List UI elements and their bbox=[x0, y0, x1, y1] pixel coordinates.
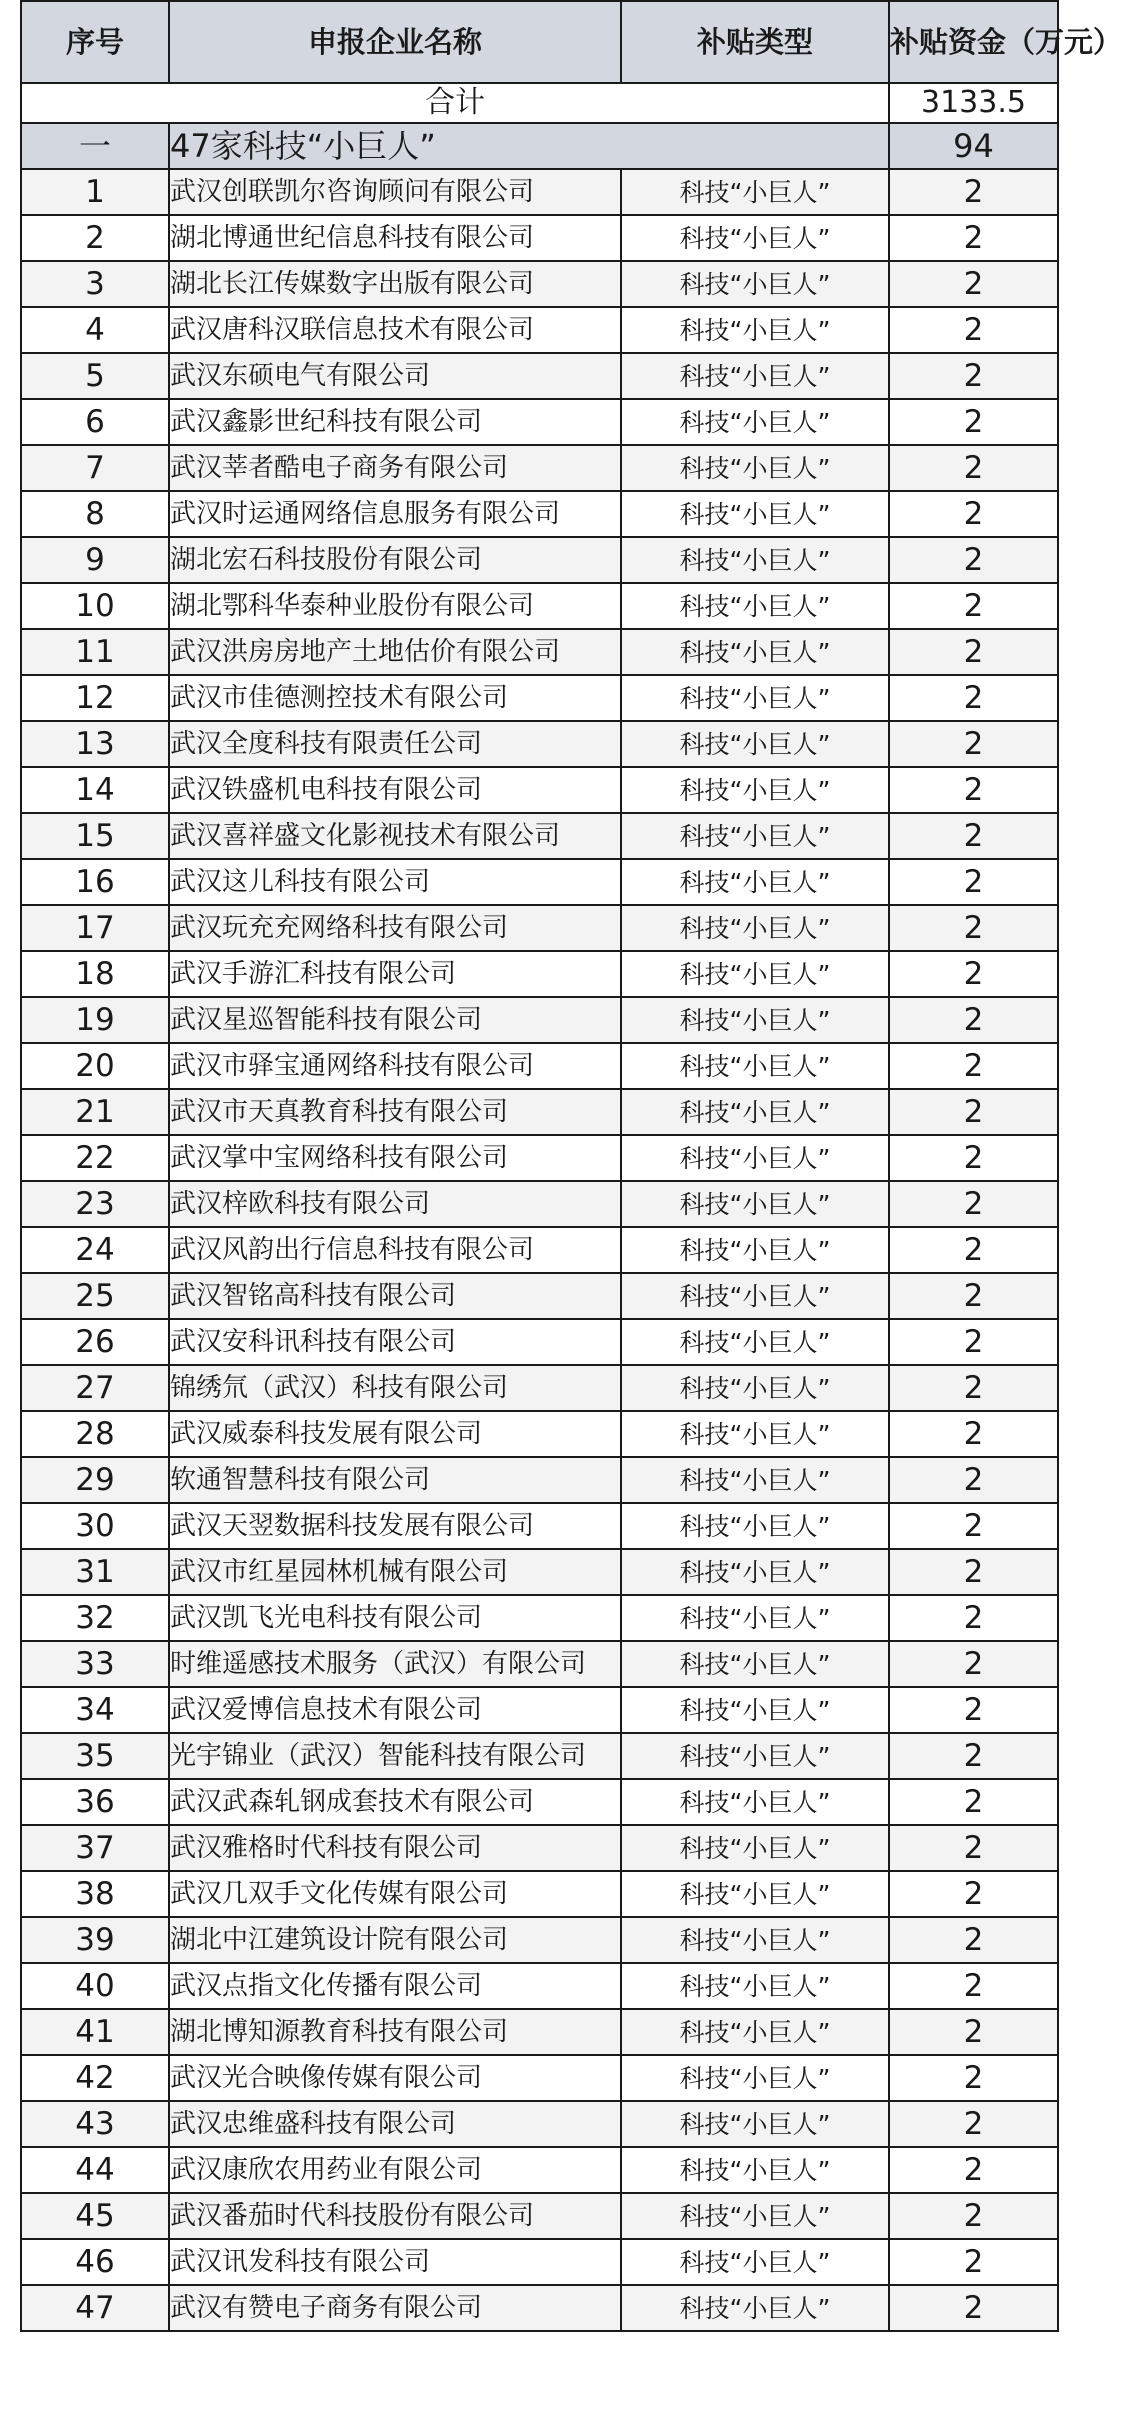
table-row bbox=[21, 1273, 1058, 1319]
row-company-name: 武汉市驿宝通网络科技有限公司 bbox=[169, 1043, 621, 1089]
table-row bbox=[21, 675, 1058, 721]
table-row bbox=[21, 997, 1058, 1043]
row-seq: 28 bbox=[21, 1411, 169, 1457]
table-row bbox=[21, 2101, 1058, 2147]
table-row bbox=[21, 261, 1058, 307]
header-seq: 序号 bbox=[21, 1, 169, 83]
table-row bbox=[21, 905, 1058, 951]
row-seq: 3 bbox=[21, 261, 169, 307]
table-row bbox=[21, 491, 1058, 537]
row-seq: 13 bbox=[21, 721, 169, 767]
row-subsidy-type: 科技“小巨人” bbox=[621, 2009, 889, 2055]
row-subsidy-fund: 2 bbox=[889, 1503, 1058, 1549]
row-subsidy-type: 科技“小巨人” bbox=[621, 399, 889, 445]
row-company-name: 武汉雅格时代科技有限公司 bbox=[169, 1825, 621, 1871]
table-row bbox=[21, 1365, 1058, 1411]
row-subsidy-type: 科技“小巨人” bbox=[621, 1411, 889, 1457]
row-subsidy-fund: 2 bbox=[889, 2239, 1058, 2285]
row-company-name: 武汉星巡智能科技有限公司 bbox=[169, 997, 621, 1043]
table-row bbox=[21, 169, 1058, 215]
row-company-name: 湖北中江建筑设计院有限公司 bbox=[169, 1917, 621, 1963]
table-row bbox=[21, 767, 1058, 813]
row-seq: 14 bbox=[21, 767, 169, 813]
row-seq: 37 bbox=[21, 1825, 169, 1871]
row-subsidy-fund: 2 bbox=[889, 1089, 1058, 1135]
row-subsidy-type: 科技“小巨人” bbox=[621, 353, 889, 399]
table-row bbox=[21, 1181, 1058, 1227]
row-subsidy-type: 科技“小巨人” bbox=[621, 1043, 889, 1089]
table-row bbox=[21, 1917, 1058, 1963]
row-seq: 6 bbox=[21, 399, 169, 445]
row-subsidy-type: 科技“小巨人” bbox=[621, 169, 889, 215]
row-seq: 26 bbox=[21, 1319, 169, 1365]
row-seq: 8 bbox=[21, 491, 169, 537]
row-seq: 41 bbox=[21, 2009, 169, 2055]
table-row bbox=[21, 2055, 1058, 2101]
row-subsidy-fund: 2 bbox=[889, 537, 1058, 583]
table-row bbox=[21, 1411, 1058, 1457]
row-seq: 25 bbox=[21, 1273, 169, 1319]
row-company-name: 武汉市红星园林机械有限公司 bbox=[169, 1549, 621, 1595]
row-company-name: 武汉威泰科技发展有限公司 bbox=[169, 1411, 621, 1457]
row-subsidy-fund: 2 bbox=[889, 307, 1058, 353]
row-subsidy-type: 科技“小巨人” bbox=[621, 1549, 889, 1595]
table-row bbox=[21, 951, 1058, 997]
row-company-name: 武汉手游汇科技有限公司 bbox=[169, 951, 621, 997]
row-company-name: 武汉安科讯科技有限公司 bbox=[169, 1319, 621, 1365]
row-seq: 33 bbox=[21, 1641, 169, 1687]
row-subsidy-fund: 2 bbox=[889, 399, 1058, 445]
row-seq: 47 bbox=[21, 2285, 169, 2331]
row-company-name: 武汉市天真教育科技有限公司 bbox=[169, 1089, 621, 1135]
row-subsidy-fund: 2 bbox=[889, 1227, 1058, 1273]
table-row bbox=[21, 1779, 1058, 1825]
row-subsidy-fund: 2 bbox=[889, 1411, 1058, 1457]
row-subsidy-fund: 2 bbox=[889, 261, 1058, 307]
row-subsidy-type: 科技“小巨人” bbox=[621, 537, 889, 583]
row-subsidy-fund: 2 bbox=[889, 2055, 1058, 2101]
row-seq: 11 bbox=[21, 629, 169, 675]
row-subsidy-type: 科技“小巨人” bbox=[621, 1641, 889, 1687]
row-seq: 42 bbox=[21, 2055, 169, 2101]
row-seq: 2 bbox=[21, 215, 169, 261]
row-subsidy-fund: 2 bbox=[889, 675, 1058, 721]
row-subsidy-type: 科技“小巨人” bbox=[621, 1871, 889, 1917]
row-subsidy-type: 科技“小巨人” bbox=[621, 2239, 889, 2285]
row-company-name: 时维遥感技术服务（武汉）有限公司 bbox=[169, 1641, 621, 1687]
row-subsidy-fund: 2 bbox=[889, 445, 1058, 491]
row-subsidy-type: 科技“小巨人” bbox=[621, 997, 889, 1043]
row-seq: 29 bbox=[21, 1457, 169, 1503]
row-company-name: 锦绣氘（武汉）科技有限公司 bbox=[169, 1365, 621, 1411]
row-subsidy-fund: 2 bbox=[889, 1917, 1058, 1963]
row-subsidy-fund: 2 bbox=[889, 1733, 1058, 1779]
row-subsidy-type: 科技“小巨人” bbox=[621, 905, 889, 951]
row-subsidy-type: 科技“小巨人” bbox=[621, 1135, 889, 1181]
row-seq: 22 bbox=[21, 1135, 169, 1181]
row-subsidy-type: 科技“小巨人” bbox=[621, 1779, 889, 1825]
header-company-name: 申报企业名称 bbox=[169, 1, 621, 83]
table-row bbox=[21, 2193, 1058, 2239]
table-row bbox=[21, 1503, 1058, 1549]
row-seq: 24 bbox=[21, 1227, 169, 1273]
row-subsidy-type: 科技“小巨人” bbox=[621, 1365, 889, 1411]
total-row bbox=[21, 83, 1058, 123]
row-seq: 18 bbox=[21, 951, 169, 997]
row-company-name: 武汉创联凯尔咨询顾问有限公司 bbox=[169, 169, 621, 215]
row-subsidy-fund: 2 bbox=[889, 997, 1058, 1043]
row-seq: 4 bbox=[21, 307, 169, 353]
row-subsidy-type: 科技“小巨人” bbox=[621, 2193, 889, 2239]
row-seq: 17 bbox=[21, 905, 169, 951]
row-company-name: 武汉洪房房地产土地估价有限公司 bbox=[169, 629, 621, 675]
row-company-name: 武汉讯发科技有限公司 bbox=[169, 2239, 621, 2285]
row-subsidy-fund: 2 bbox=[889, 1135, 1058, 1181]
row-company-name: 武汉喜祥盛文化影视技术有限公司 bbox=[169, 813, 621, 859]
row-subsidy-type: 科技“小巨人” bbox=[621, 1917, 889, 1963]
row-subsidy-fund: 2 bbox=[889, 905, 1058, 951]
table-row bbox=[21, 583, 1058, 629]
row-subsidy-fund: 2 bbox=[889, 1319, 1058, 1365]
row-company-name: 武汉武森轧钢成套技术有限公司 bbox=[169, 1779, 621, 1825]
row-subsidy-fund: 2 bbox=[889, 2285, 1058, 2331]
table-row bbox=[21, 1089, 1058, 1135]
table-row bbox=[21, 1043, 1058, 1089]
row-subsidy-type: 科技“小巨人” bbox=[621, 2147, 889, 2193]
table-row bbox=[21, 1871, 1058, 1917]
row-subsidy-type: 科技“小巨人” bbox=[621, 1457, 889, 1503]
table-row bbox=[21, 1687, 1058, 1733]
row-seq: 12 bbox=[21, 675, 169, 721]
table-row bbox=[21, 2285, 1058, 2331]
row-subsidy-fund: 2 bbox=[889, 1043, 1058, 1089]
row-company-name: 武汉时运通网络信息服务有限公司 bbox=[169, 491, 621, 537]
row-seq: 16 bbox=[21, 859, 169, 905]
subsidy-table bbox=[20, 0, 1122, 2332]
table-row bbox=[21, 1227, 1058, 1273]
row-company-name: 武汉铁盛机电科技有限公司 bbox=[169, 767, 621, 813]
row-subsidy-type: 科技“小巨人” bbox=[621, 491, 889, 537]
table-header-row bbox=[21, 1, 1058, 83]
row-subsidy-type: 科技“小巨人” bbox=[621, 629, 889, 675]
header-subsidy-fund: 补贴资金（万元） bbox=[889, 1, 1058, 83]
table-row bbox=[21, 2009, 1058, 2055]
row-company-name: 湖北博知源教育科技有限公司 bbox=[169, 2009, 621, 2055]
row-seq: 7 bbox=[21, 445, 169, 491]
row-seq: 46 bbox=[21, 2239, 169, 2285]
row-subsidy-fund: 2 bbox=[889, 491, 1058, 537]
row-company-name: 湖北长江传媒数字出版有限公司 bbox=[169, 261, 621, 307]
row-company-name: 武汉康欣农用药业有限公司 bbox=[169, 2147, 621, 2193]
row-subsidy-fund: 2 bbox=[889, 583, 1058, 629]
row-subsidy-fund: 2 bbox=[889, 169, 1058, 215]
row-seq: 38 bbox=[21, 1871, 169, 1917]
row-seq: 30 bbox=[21, 1503, 169, 1549]
row-subsidy-type: 科技“小巨人” bbox=[621, 1181, 889, 1227]
row-subsidy-fund: 2 bbox=[889, 1779, 1058, 1825]
row-company-name: 武汉忠维盛科技有限公司 bbox=[169, 2101, 621, 2147]
row-company-name: 武汉玩充充网络科技有限公司 bbox=[169, 905, 621, 951]
header-subsidy-type: 补贴类型 bbox=[621, 1, 889, 83]
table-row bbox=[21, 1457, 1058, 1503]
row-company-name: 武汉鑫影世纪科技有限公司 bbox=[169, 399, 621, 445]
table-row bbox=[21, 2147, 1058, 2193]
row-subsidy-type: 科技“小巨人” bbox=[621, 261, 889, 307]
row-company-name: 湖北博通世纪信息科技有限公司 bbox=[169, 215, 621, 261]
row-subsidy-type: 科技“小巨人” bbox=[621, 1963, 889, 2009]
table-row bbox=[21, 1825, 1058, 1871]
row-company-name: 武汉梓欧科技有限公司 bbox=[169, 1181, 621, 1227]
table-row bbox=[21, 1549, 1058, 1595]
row-seq: 19 bbox=[21, 997, 169, 1043]
row-seq: 32 bbox=[21, 1595, 169, 1641]
row-subsidy-type: 科技“小巨人” bbox=[621, 1273, 889, 1319]
row-seq: 20 bbox=[21, 1043, 169, 1089]
row-subsidy-fund: 2 bbox=[889, 2009, 1058, 2055]
row-subsidy-fund: 2 bbox=[889, 721, 1058, 767]
table-row bbox=[21, 445, 1058, 491]
row-subsidy-fund: 2 bbox=[889, 2101, 1058, 2147]
table-row bbox=[21, 1963, 1058, 2009]
row-company-name: 武汉智铭高科技有限公司 bbox=[169, 1273, 621, 1319]
row-company-name: 光宇锦业（武汉）智能科技有限公司 bbox=[169, 1733, 621, 1779]
row-subsidy-fund: 2 bbox=[889, 2193, 1058, 2239]
row-seq: 10 bbox=[21, 583, 169, 629]
row-subsidy-fund: 2 bbox=[889, 1365, 1058, 1411]
row-seq: 45 bbox=[21, 2193, 169, 2239]
row-seq: 43 bbox=[21, 2101, 169, 2147]
row-company-name: 软通智慧科技有限公司 bbox=[169, 1457, 621, 1503]
row-subsidy-type: 科技“小巨人” bbox=[621, 1595, 889, 1641]
row-subsidy-type: 科技“小巨人” bbox=[621, 1825, 889, 1871]
row-subsidy-type: 科技“小巨人” bbox=[621, 307, 889, 353]
row-subsidy-type: 科技“小巨人” bbox=[621, 2101, 889, 2147]
total-label: 合计 bbox=[21, 83, 889, 123]
row-subsidy-type: 科技“小巨人” bbox=[621, 951, 889, 997]
row-subsidy-fund: 2 bbox=[889, 215, 1058, 261]
table-row bbox=[21, 721, 1058, 767]
row-subsidy-fund: 2 bbox=[889, 353, 1058, 399]
table-row bbox=[21, 215, 1058, 261]
row-subsidy-fund: 2 bbox=[889, 2147, 1058, 2193]
row-company-name: 武汉这儿科技有限公司 bbox=[169, 859, 621, 905]
row-subsidy-fund: 2 bbox=[889, 1273, 1058, 1319]
row-company-name: 武汉光合映像传媒有限公司 bbox=[169, 2055, 621, 2101]
group-name: 47家科技“小巨人” bbox=[169, 123, 889, 169]
row-subsidy-type: 科技“小巨人” bbox=[621, 445, 889, 491]
row-subsidy-type: 科技“小巨人” bbox=[621, 1227, 889, 1273]
row-company-name: 武汉番茄时代科技股份有限公司 bbox=[169, 2193, 621, 2239]
row-company-name: 武汉天翌数据科技发展有限公司 bbox=[169, 1503, 621, 1549]
row-company-name: 武汉唐科汉联信息技术有限公司 bbox=[169, 307, 621, 353]
row-company-name: 武汉几双手文化传媒有限公司 bbox=[169, 1871, 621, 1917]
row-subsidy-fund: 2 bbox=[889, 1687, 1058, 1733]
row-company-name: 武汉凯飞光电科技有限公司 bbox=[169, 1595, 621, 1641]
row-seq: 34 bbox=[21, 1687, 169, 1733]
row-company-name: 武汉风韵出行信息科技有限公司 bbox=[169, 1227, 621, 1273]
row-seq: 27 bbox=[21, 1365, 169, 1411]
row-subsidy-type: 科技“小巨人” bbox=[621, 721, 889, 767]
row-subsidy-type: 科技“小巨人” bbox=[621, 1687, 889, 1733]
row-company-name: 武汉点指文化传播有限公司 bbox=[169, 1963, 621, 2009]
row-seq: 36 bbox=[21, 1779, 169, 1825]
row-subsidy-type: 科技“小巨人” bbox=[621, 583, 889, 629]
row-subsidy-type: 科技“小巨人” bbox=[621, 215, 889, 261]
group-value: 94 bbox=[889, 123, 1058, 169]
total-value: 3133.5 bbox=[889, 83, 1058, 123]
row-seq: 21 bbox=[21, 1089, 169, 1135]
row-company-name: 武汉爱博信息技术有限公司 bbox=[169, 1687, 621, 1733]
row-seq: 39 bbox=[21, 1917, 169, 1963]
row-seq: 23 bbox=[21, 1181, 169, 1227]
row-subsidy-fund: 2 bbox=[889, 1825, 1058, 1871]
table-row bbox=[21, 1733, 1058, 1779]
row-seq: 35 bbox=[21, 1733, 169, 1779]
row-company-name: 湖北鄂科华泰种业股份有限公司 bbox=[169, 583, 621, 629]
row-subsidy-fund: 2 bbox=[889, 1457, 1058, 1503]
row-subsidy-fund: 2 bbox=[889, 1963, 1058, 2009]
row-subsidy-fund: 2 bbox=[889, 1549, 1058, 1595]
table-row bbox=[21, 537, 1058, 583]
row-company-name: 湖北宏石科技股份有限公司 bbox=[169, 537, 621, 583]
row-company-name: 武汉莘者酷电子商务有限公司 bbox=[169, 445, 621, 491]
row-subsidy-fund: 2 bbox=[889, 1871, 1058, 1917]
table-row bbox=[21, 399, 1058, 445]
table-row bbox=[21, 307, 1058, 353]
row-company-name: 武汉有赞电子商务有限公司 bbox=[169, 2285, 621, 2331]
row-seq: 5 bbox=[21, 353, 169, 399]
row-subsidy-type: 科技“小巨人” bbox=[621, 767, 889, 813]
row-subsidy-type: 科技“小巨人” bbox=[621, 859, 889, 905]
table-row bbox=[21, 629, 1058, 675]
row-seq: 9 bbox=[21, 537, 169, 583]
row-subsidy-fund: 2 bbox=[889, 767, 1058, 813]
row-subsidy-type: 科技“小巨人” bbox=[621, 1503, 889, 1549]
row-subsidy-fund: 2 bbox=[889, 951, 1058, 997]
group-seq: 一 bbox=[21, 123, 169, 169]
table-row bbox=[21, 1135, 1058, 1181]
row-seq: 40 bbox=[21, 1963, 169, 2009]
row-subsidy-fund: 2 bbox=[889, 1595, 1058, 1641]
row-subsidy-fund: 2 bbox=[889, 859, 1058, 905]
row-subsidy-fund: 2 bbox=[889, 813, 1058, 859]
group-row bbox=[21, 123, 1058, 169]
row-subsidy-fund: 2 bbox=[889, 629, 1058, 675]
row-seq: 44 bbox=[21, 2147, 169, 2193]
row-company-name: 武汉掌中宝网络科技有限公司 bbox=[169, 1135, 621, 1181]
table-row bbox=[21, 1641, 1058, 1687]
table-row bbox=[21, 2239, 1058, 2285]
table-row bbox=[21, 353, 1058, 399]
row-seq: 1 bbox=[21, 169, 169, 215]
row-subsidy-type: 科技“小巨人” bbox=[621, 1319, 889, 1365]
row-subsidy-fund: 2 bbox=[889, 1641, 1058, 1687]
table-row bbox=[21, 813, 1058, 859]
table-row bbox=[21, 1319, 1058, 1365]
row-company-name: 武汉全度科技有限责任公司 bbox=[169, 721, 621, 767]
row-company-name: 武汉东硕电气有限公司 bbox=[169, 353, 621, 399]
row-subsidy-type: 科技“小巨人” bbox=[621, 675, 889, 721]
row-seq: 15 bbox=[21, 813, 169, 859]
row-subsidy-type: 科技“小巨人” bbox=[621, 1089, 889, 1135]
row-subsidy-type: 科技“小巨人” bbox=[621, 1733, 889, 1779]
row-subsidy-type: 科技“小巨人” bbox=[621, 2285, 889, 2331]
row-subsidy-type: 科技“小巨人” bbox=[621, 813, 889, 859]
row-company-name: 武汉市佳德测控技术有限公司 bbox=[169, 675, 621, 721]
table-row bbox=[21, 1595, 1058, 1641]
row-subsidy-fund: 2 bbox=[889, 1181, 1058, 1227]
row-seq: 31 bbox=[21, 1549, 169, 1595]
table-row bbox=[21, 859, 1058, 905]
row-subsidy-type: 科技“小巨人” bbox=[621, 2055, 889, 2101]
